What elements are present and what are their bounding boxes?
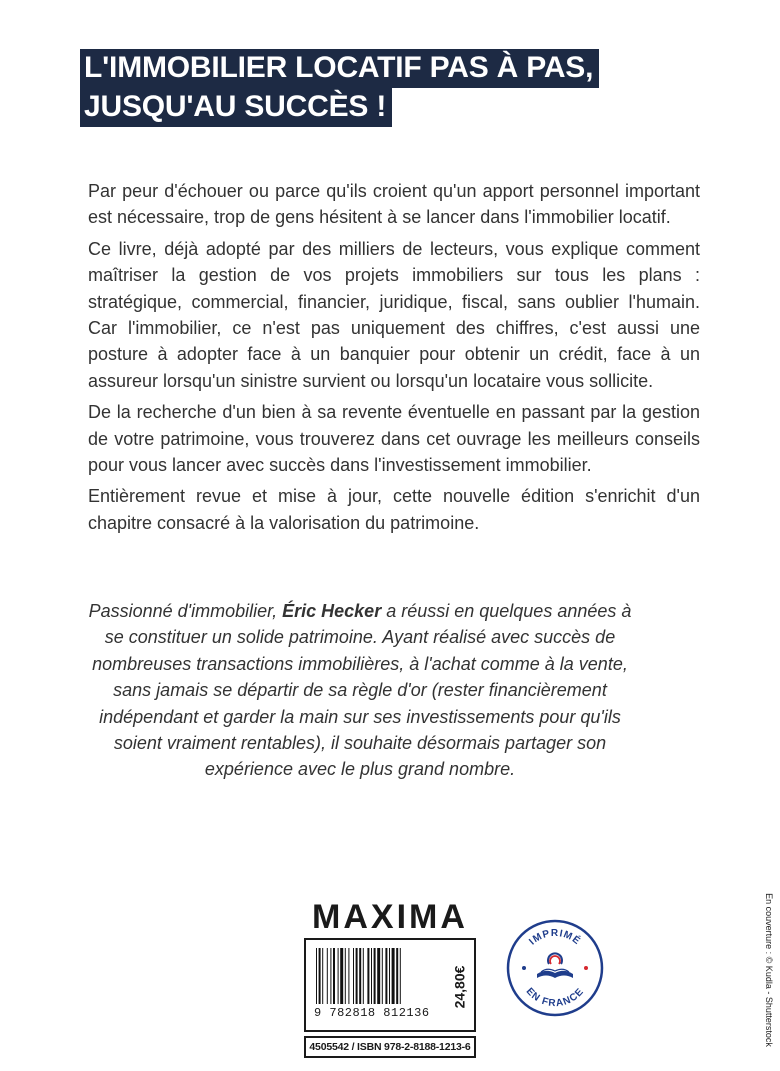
author-name: Éric Hecker (282, 601, 382, 621)
publisher-logo: MAXIMA (312, 898, 468, 936)
barcode-icon (314, 948, 446, 1004)
blurb-paragraph: Ce livre, déjà adopté par des milliers de lecteurs, vous explique comment maîtriser la gestion de vos projets immobiliers sur tous les plans : stratégique, commercial, financier, juridique, fiscal, sans oublier l'humain. Car l'immobilier, ce n'est pas uniquement des chiffres, c'est aussi une posture à adopter face à un banquier pour obtenir un crédit, face à un assureur lorsqu'un sinistre survient ou lorsqu'un locataire vous sollicite. (88, 238, 700, 391)
isbn-reference: 4505542 / ISBN 978-2-8188-1213-6 (304, 1036, 476, 1058)
stamp-top-text: IMPRIMÉ (527, 928, 583, 948)
blurb (88, 178, 700, 541)
blurb-paragraph: De la recherche d'un bien à sa revente éventuelle en passant par la gestion de votre patrimoine, vous trouverez dans cet ouvrage les meilleurs conseils pour vous lancer avec succès dans l'investissement immobilier. (88, 402, 700, 476)
headline-line-1: L'IMMOBILIER LOCATIF PAS À PAS, (80, 49, 599, 88)
headline-line-2: JUSQU'AU SUCCÈS ! (80, 88, 392, 127)
cover-photo-credit (762, 875, 776, 1065)
price-label (446, 950, 472, 1024)
back-cover-headline (80, 49, 599, 127)
bio-rest: a réussi en quelques années à se constituer un solide patrimoine. Ayant réalisé avec succès de nombreuses transactions immobilières, à l'achat comme à la vente, sans jamais se départir de sa règle d'or (rester financièrement indépendant et garder la main sur ses investissements pour qu'ils soient vraiment rentables), il souhaite désormais partager son expérience avec le plus grand nombre. (92, 601, 632, 780)
author-bio (80, 598, 640, 783)
printed-in-france-stamp (505, 918, 605, 1018)
blurb-paragraph: Par peur d'échouer ou parce qu'ils croient qu'un apport personnel important est nécessaire, trop de gens hésitent à se lancer dans l'immobilier locatif. (88, 181, 700, 228)
barcode-panel (304, 938, 476, 1032)
stamp-bottom-text: EN FRANCE (523, 986, 587, 1010)
price-text: 24,80€ (451, 965, 468, 1009)
author-bio-text (80, 598, 640, 783)
credit-text: En couverture : © Kudla - Shutterstock (764, 893, 774, 1047)
barcode-digits: 9 782818 812136 (314, 1006, 430, 1020)
blurb-paragraph: Entièrement revue et mise à jour, cette nouvelle édition s'enrichit d'un chapitre consacré à la valorisation du patrimoine. (88, 486, 700, 533)
bio-intro: Passionné d'immobilier, (88, 601, 283, 621)
